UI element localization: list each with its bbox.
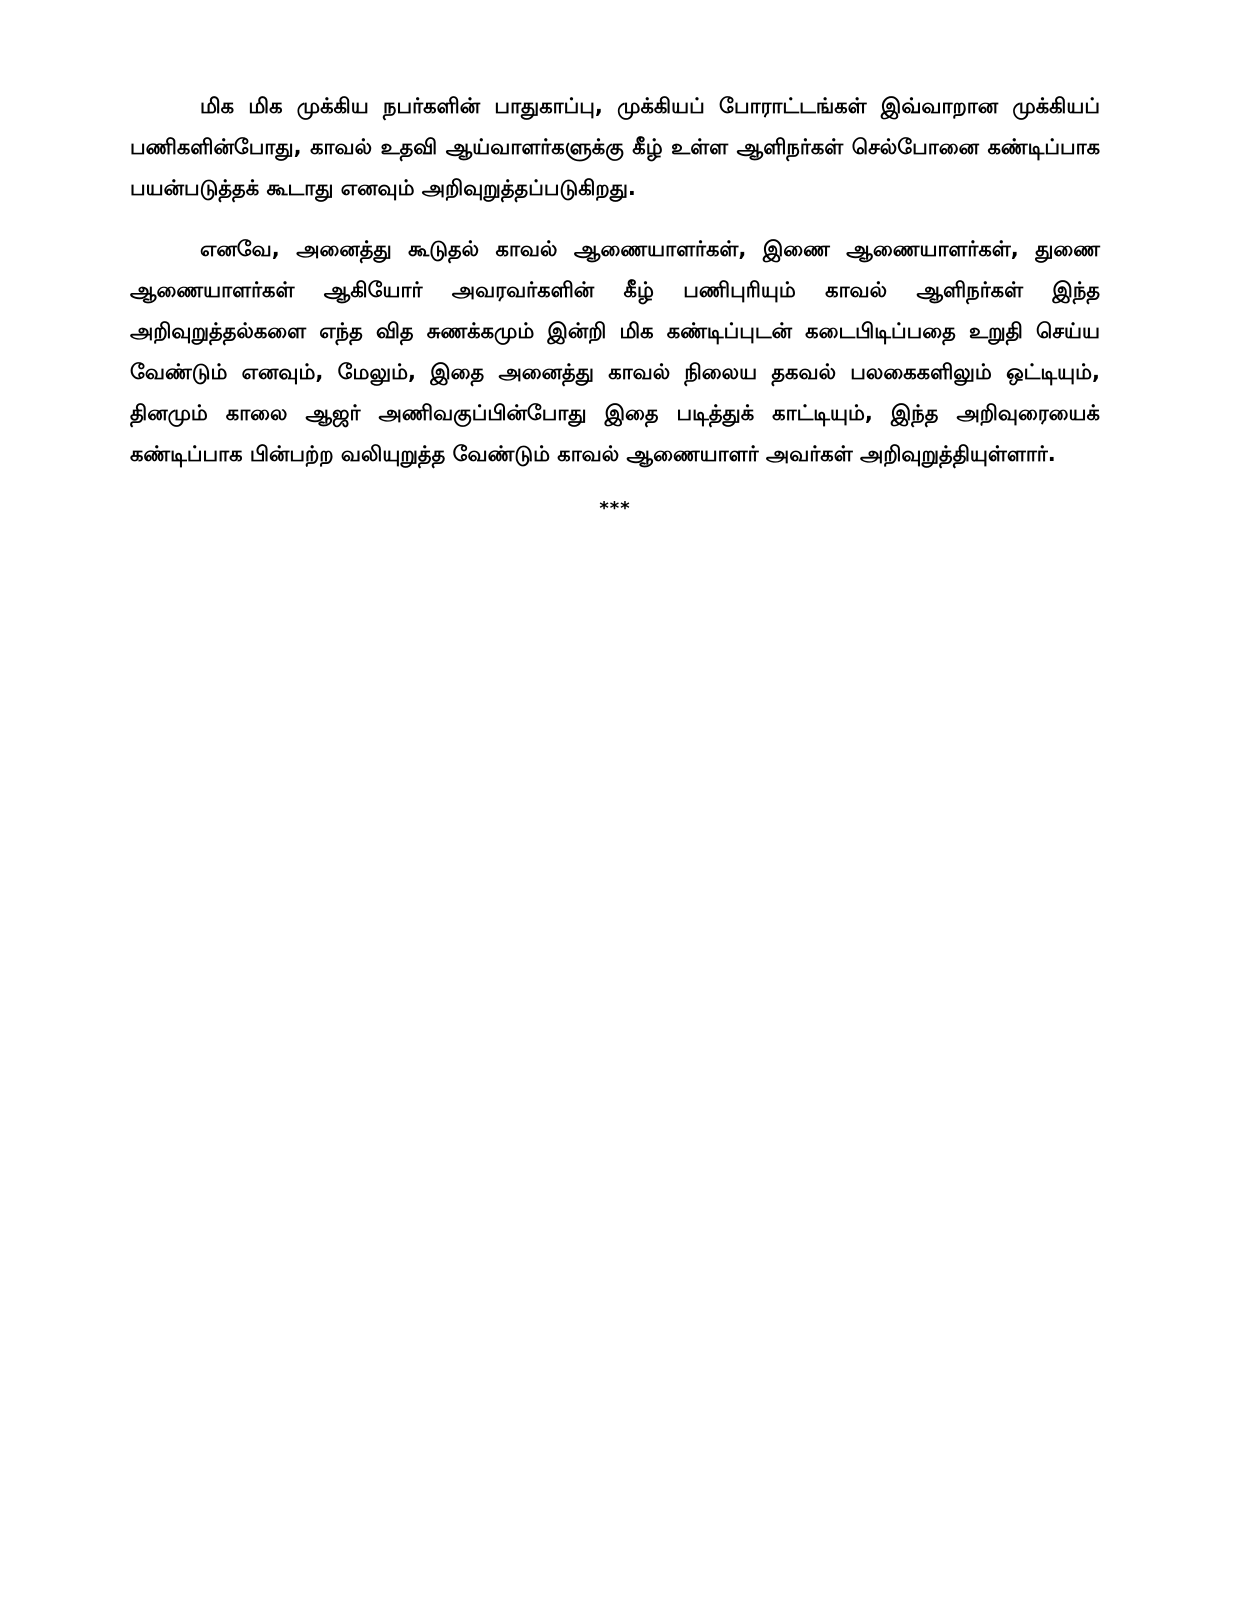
- end-separator: ***: [599, 498, 631, 519]
- document-body: [130, 86, 1100, 521]
- paragraph-security-instruction: மிக மிக முக்கிய நபர்களின் பாதுகாப்பு, முக்கியப் போராட்டங்கள் இவ்வாறான முக்கியப் பணிகளின்போது, காவல் உதவி ஆய்வாளர்களுக்கு கீழ் உள்ள ஆளிநர்கள் செல்போனை கண்டிப்பாக பயன்படுத்தக் கூடாது எனவும் அறிவுறுத்தப்படுகிறது.: [130, 94, 1100, 200]
- paragraph-commissioner-directive: எனவே, அனைத்து கூடுதல் காவல் ஆணையாளர்கள், இணை ஆணையாளர்கள், துணை ஆணையாளர்கள் ஆகியோர் அவரவர்களின் கீழ் பணிபுரியும் காவல் ஆளிநர்கள் இந்த அறிவுறுத்தல்களை எந்த வித சுணக்கமும் இன்றி மிக கண்டிப்புடன் கடைபிடிப்பதை உறுதி செய்ய வேண்டும் எனவும், மேலும், இதை அனைத்து காவல் நிலைய தகவல் பலகைகளிலும் ஒட்டியும், தினமும் காலை ஆஜர் அணிவகுப்பின்போது இதை படித்துக் காட்டியும், இந்த அறிவுரையைக் கண்டிப்பாக பின்பற்ற வலியுறுத்த வேண்டும் காவல் ஆணையாளர் அவர்கள் அறிவுறுத்தியுள்ளார்.: [130, 237, 1100, 466]
